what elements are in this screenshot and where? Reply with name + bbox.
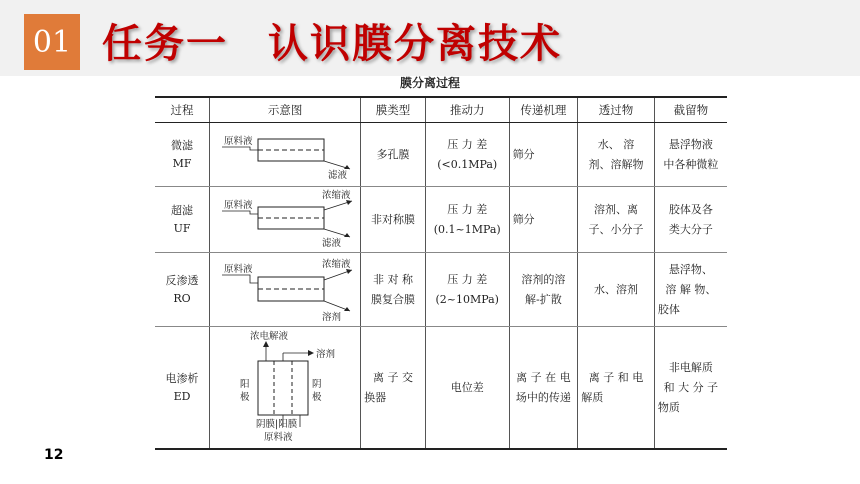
permeate-cell bbox=[578, 253, 655, 327]
mechanism-cell bbox=[509, 123, 578, 187]
col-header-driving-force: 推动力 bbox=[425, 97, 509, 123]
retained-line: 非电解质 bbox=[668, 360, 713, 374]
driving-force-cell bbox=[425, 187, 509, 253]
retained-line: 类大分子 bbox=[668, 222, 713, 236]
table-header-row bbox=[155, 97, 727, 123]
force-line: (<0.1MPa) bbox=[437, 157, 498, 171]
membrane-type-cell bbox=[361, 123, 426, 187]
filtrate-label: 滤液 bbox=[322, 238, 342, 249]
page-number: 12 bbox=[44, 447, 64, 463]
cathode-label-2: 极 bbox=[312, 392, 322, 403]
diagram-cell bbox=[210, 327, 361, 450]
process-abbr: ED bbox=[173, 389, 191, 403]
membrane-type-line: 换器 bbox=[364, 390, 387, 404]
process-cell bbox=[155, 253, 210, 327]
force-line: 压 力 差 bbox=[447, 202, 488, 216]
feed-label: 原料液 bbox=[264, 432, 293, 443]
permeate-line: 子、小分子 bbox=[588, 222, 644, 236]
mechanism-line: 筛分 bbox=[512, 147, 535, 161]
col-header-process: 过程 bbox=[155, 97, 210, 123]
table-row bbox=[155, 253, 727, 327]
process-abbr: MF bbox=[172, 156, 192, 170]
force-line: 电位差 bbox=[450, 380, 484, 394]
process-name: 电渗析 bbox=[165, 371, 199, 385]
anode-label-2: 极 bbox=[240, 392, 250, 403]
retained-line: 胶体 bbox=[657, 302, 680, 316]
membrane-type-line: 离 子 交 bbox=[372, 370, 413, 384]
concentrate-label: 浓缩液 bbox=[322, 259, 351, 270]
table-caption: 膜分离过程 bbox=[399, 76, 460, 90]
permeate-line: 离 子 和 电 bbox=[588, 370, 644, 384]
mechanism-line: 筛分 bbox=[512, 212, 535, 226]
ro-diagram bbox=[210, 253, 360, 323]
table-row bbox=[155, 327, 727, 450]
section-badge: 01 bbox=[24, 14, 80, 70]
permeate-line: 水、溶剂 bbox=[594, 282, 639, 296]
retained-line: 物质 bbox=[657, 400, 680, 414]
concentrate-label: 浓缩液 bbox=[322, 190, 351, 201]
membranes-label: 阴膜|阳膜 bbox=[256, 419, 298, 430]
mechanism-cell bbox=[509, 253, 578, 327]
force-line: (2~10MPa) bbox=[435, 292, 499, 306]
feed-label: 原料液 bbox=[224, 136, 253, 147]
mechanism-cell bbox=[509, 327, 578, 450]
title-part-2: 认识膜分离技术 bbox=[268, 21, 562, 67]
driving-force-cell bbox=[425, 123, 509, 187]
process-cell bbox=[155, 187, 210, 253]
solvent-label: 溶剂 bbox=[322, 312, 342, 323]
cathode-label-1: 阴 bbox=[312, 379, 322, 390]
membrane-type-line: 非对称膜 bbox=[370, 212, 415, 226]
retained-cell bbox=[654, 327, 727, 450]
ed-diagram bbox=[210, 327, 360, 445]
driving-force-cell bbox=[425, 253, 509, 327]
force-line: 压 力 差 bbox=[447, 272, 488, 286]
permeate-cell bbox=[578, 187, 655, 253]
title-part-1: 任务一 bbox=[102, 21, 228, 67]
uf-diagram bbox=[210, 187, 360, 249]
retained-cell bbox=[654, 123, 727, 187]
mechanism-cell bbox=[509, 187, 578, 253]
concentrated-electrolyte-label: 浓电解液 bbox=[250, 331, 289, 342]
membrane-type-line: 膜复合膜 bbox=[370, 292, 415, 306]
col-header-retained: 截留物 bbox=[654, 97, 727, 123]
mechanism-line: 溶剂的溶 bbox=[521, 272, 566, 286]
solvent-label: 溶剂 bbox=[316, 349, 336, 360]
membrane-type-line: 多孔膜 bbox=[376, 147, 410, 161]
driving-force-cell bbox=[425, 327, 509, 450]
membrane-type-cell bbox=[361, 187, 426, 253]
col-header-membrane-type: 膜类型 bbox=[361, 97, 426, 123]
permeate-line: 水、 溶 bbox=[597, 137, 635, 151]
col-header-mechanism: 传递机理 bbox=[509, 97, 578, 123]
membrane-type-cell bbox=[361, 327, 426, 450]
membrane-type-line: 非 对 称 bbox=[372, 272, 413, 286]
retained-line: 胶体及各 bbox=[668, 202, 713, 216]
feed-label: 原料液 bbox=[224, 200, 253, 211]
permeate-cell bbox=[578, 327, 655, 450]
mechanism-line: 解-扩散 bbox=[525, 292, 562, 306]
diagram-cell bbox=[210, 253, 361, 327]
table-row bbox=[155, 187, 727, 253]
page-title bbox=[102, 12, 562, 69]
diagram-cell bbox=[210, 187, 361, 253]
anode-label-1: 阳 bbox=[240, 379, 250, 390]
retained-cell bbox=[654, 187, 727, 253]
process-cell bbox=[155, 123, 210, 187]
permeate-line: 溶剂、离 bbox=[594, 202, 639, 216]
retained-line: 溶 解 物、 bbox=[665, 282, 717, 296]
process-name: 微滤 bbox=[171, 138, 194, 152]
diagram-cell bbox=[210, 123, 361, 187]
feed-label: 原料液 bbox=[224, 264, 253, 275]
membrane-process-table bbox=[155, 96, 727, 450]
filtrate-label: 滤液 bbox=[328, 170, 348, 181]
permeate-line: 解质 bbox=[581, 390, 604, 404]
retained-line: 中各种微粒 bbox=[663, 157, 719, 171]
force-line: 压 力 差 bbox=[447, 137, 488, 151]
process-name: 超滤 bbox=[171, 203, 194, 217]
membrane-type-cell bbox=[361, 253, 426, 327]
table-row bbox=[155, 123, 727, 187]
retained-line: 悬浮物、 bbox=[668, 262, 713, 276]
col-header-diagram: 示意图 bbox=[210, 97, 361, 123]
mechanism-line: 离 子 在 电 bbox=[516, 370, 571, 384]
process-name: 反渗透 bbox=[165, 273, 199, 287]
process-abbr: RO bbox=[173, 291, 191, 305]
retained-cell bbox=[654, 253, 727, 327]
process-cell bbox=[155, 327, 210, 450]
mechanism-line: 场中的传递 bbox=[515, 390, 571, 404]
col-header-permeate: 透过物 bbox=[578, 97, 655, 123]
retained-line: 和 大 分 子 bbox=[663, 380, 719, 394]
mf-diagram bbox=[210, 123, 360, 183]
retained-line: 悬浮物液 bbox=[668, 137, 713, 151]
process-abbr: UF bbox=[173, 221, 191, 235]
permeate-cell bbox=[578, 123, 655, 187]
permeate-line: 剂、溶解物 bbox=[588, 157, 644, 171]
force-line: (0.1~1MPa) bbox=[433, 222, 501, 236]
